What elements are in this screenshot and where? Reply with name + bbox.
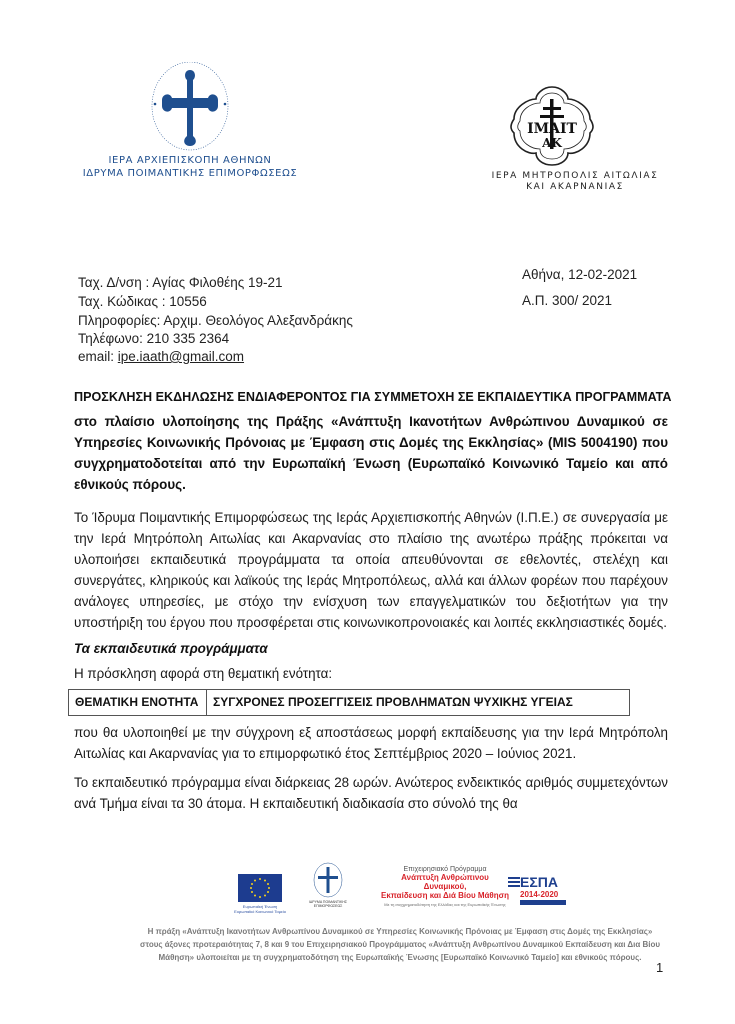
sender-email-row [78, 348, 244, 367]
ipe-logo [80, 62, 300, 182]
metropolis-seal-icon [510, 85, 594, 167]
page-number: 1 [656, 960, 664, 975]
sender-phone: Τηλέφωνο: 210 335 2364 [78, 331, 230, 346]
footer-disclaimer: Η πράξη «Ανάπτυξη Ικανοτήτων Ανθρωπίνου Δυναμικού σε Υπηρεσίες Κοινωνικής Πρόνοιας με Έμφαση στις Δομές της Εκκλησίας» στους άξονες προτεραιότητας 7, 8 και 9 του Επιχειρησιακού Προγράμματος «Ανάπτυξη Ανθρωπίνου Δυναμικού Εκπαίδευση και Δια Βίου Μάθηση» υλοποιείται με τη συγχρηματοδότηση της Ευρωπαϊκής Ένωσης [Ευρωπαϊκό Κοινωνικό Ταμείο] και εθνικούς πόρους. [140, 927, 661, 962]
ipe-mini-cross-icon [308, 862, 348, 898]
ipe-logo-line2: ΙΔΡΥΜΑ ΠΟΙΜΑΝΤΙΚΗΣ ΕΠΙΜΟΡΦΩΣΕΩΣ [82, 168, 298, 179]
espa-stripes-icon [508, 877, 520, 889]
eu-caption: Ευρωπαϊκή Ένωση Ευρωπαϊκό Κοινωνικό Ταμείο [234, 904, 286, 914]
eu-flag-icon [238, 874, 282, 902]
blue-cross-seal-icon [130, 62, 250, 154]
ipe-logo-line1: ΙΕΡΑ ΑΡΧΙΕΠΙΣΚΟΠΗ ΑΘΗΝΩΝ [108, 155, 272, 166]
ipe-mini-caption: ΙΔΡΥΜΑ ΠΟΙΜΑΝΤΙΚΗΣ ΕΠΙΜΟΡΦΩΣΕΩΣ [308, 900, 348, 908]
theme-table-key: ΘΕΜΑΤΙΚΗ ΕΝΟΤΗΤΑ [69, 690, 207, 716]
metropolis-logo-line2: ΚΑΙ ΑΚΑΡΝΑΝΙΑΣ [526, 182, 624, 192]
protocol-number: Α.Π. 300/ 2021 [522, 293, 613, 308]
sender-email-link[interactable]: ipe.iaath@gmail.com [117, 349, 245, 364]
espa-logo: ΕΣΠΑ 2014-2020 [520, 874, 570, 905]
metropolis-logo [470, 85, 670, 195]
intro-paragraph: στο πλαίσιο υλοποίησης της Πράξης «Ανάπτυξη Ικανοτήτων Ανθρώπινου Δυναμικού σε Υπηρεσίες Κοινωνικής Πρόνοιας με Έμφαση στις Δομές της Εκκλησίας» (MIS 5004190) που συγχρηματοδοτείται από την Ευρωπαϊκή Ένωση (Ευρωπαϊκό Κοινωνικό Ταμείο και από εθνικούς πόρους. [74, 414, 668, 492]
paragraph-organization: Το Ίδρυμα Ποιμαντικής Επιμορφώσεως της Ιεράς Αρχιεπισκοπής Αθηνών (Ι.Π.Ε.) σε συνεργασία με την Ιερά Μητρόπολη Αιτωλίας και Ακαρνανίας στο πλαίσιο της ανωτέρω πράξης πρόκειται να υλοποιήσει εκπαιδευτικά προγράμματα τα οποία απευθύνονται σε εθελοντές, στελέχη και συνεργάτες, κληρικούς και λαϊκούς της Ιεράς Μητροπόλεως, αλλά και άλλων φορέων που παρέχουν ανάλογες υπηρεσίες, με στόχο την ενίσχυση των επαγγελματικών του δεξιοτήτων για την υποστήριξη του έργου που προσφέρεται στις κοινωνικοπρονοιακές και λοιπές εκκλησιαστικές δομές. [74, 510, 668, 630]
svg-text:ΑΚ: ΑΚ [542, 136, 562, 150]
theme-intro: Η πρόσκληση αφορά στη θεματική ενότητα: [74, 666, 333, 681]
svg-text:ΙΜΑΙΤ: ΙΜΑΙΤ [527, 121, 577, 137]
sender-address: Ταχ. Δ/νση : Αγίας Φιλοθέης 19-21 [78, 275, 283, 290]
theme-table-value: ΣΥΓΧΡΟΝΕΣ ΠΡΟΣΕΓΓΙΣΕΙΣ ΠΡΟΒΛΗΜΑΤΩΝ ΨΥΧΙΚΗΣ ΥΓΕΙΑΣ [207, 690, 630, 716]
theme-table-row [69, 690, 630, 716]
sender-contact-person: Πληροφορίες: Αρχιμ. Θεολόγος Αλεξανδράκης [78, 313, 353, 328]
sender-postal-code: Ταχ. Κώδικας : 10556 [78, 294, 207, 309]
sender-email-label: email: [78, 349, 118, 364]
document-date: Αθήνα, 12-02-2021 [522, 267, 638, 282]
paragraph-delivery: που θα υλοποιηθεί με την σύγχρονη εξ αποστάσεως μορφή εκπαίδευσης για την Ιερά Μητρόπολη Αιτωλίας και Ακαρνανίας για το επιμορφωτικό έτος Σεπτέμβριος 2020 – Ιούνιος 2021. [74, 725, 668, 761]
section-heading: Τα εκπαιδευτικά προγράμματα [74, 641, 268, 656]
document-title: ΠΡΟΣΚΛΗΣΗ ΕΚΔΗΛΩΣΗΣ ΕΝΔΙΑΦΕΡΟΝΤΟΣ ΓΙΑ ΣΥΜΜΕΤΟΧΗ ΣΕ ΕΚΠΑΙΔΕΥΤΙΚΑ ΠΡΟΓΡΑΜΜΑΤΑ [74, 390, 672, 404]
paragraph-duration: Το εκπαιδευτικό πρόγραμμα είναι διάρκειας 28 ωρών. Ανώτερος ενδεικτικός αριθμός συμμετεχόντων ανά Τμήμα είναι τα 30 άτομα. Η εκπαιδευτική διαδικασία στο σύνολό της θα [74, 775, 668, 811]
theme-table [68, 689, 630, 716]
footer-logos [230, 862, 600, 918]
operational-programme-logo: Επιχειρησιακό Πρόγραμμα Ανάπτυξη Ανθρώπινου Δυναμικού, Εκπαίδευση και Διά Βίου Μάθηση Με τη συγχρηματοδότηση της Ελλάδας και της Ευρωπαϊκής Ένωσης [380, 866, 510, 907]
metropolis-logo-line1: ΙΕΡΑ ΜΗΤΡΟΠΟΛΙΣ ΑΙΤΩΛΙΑΣ [491, 171, 659, 181]
